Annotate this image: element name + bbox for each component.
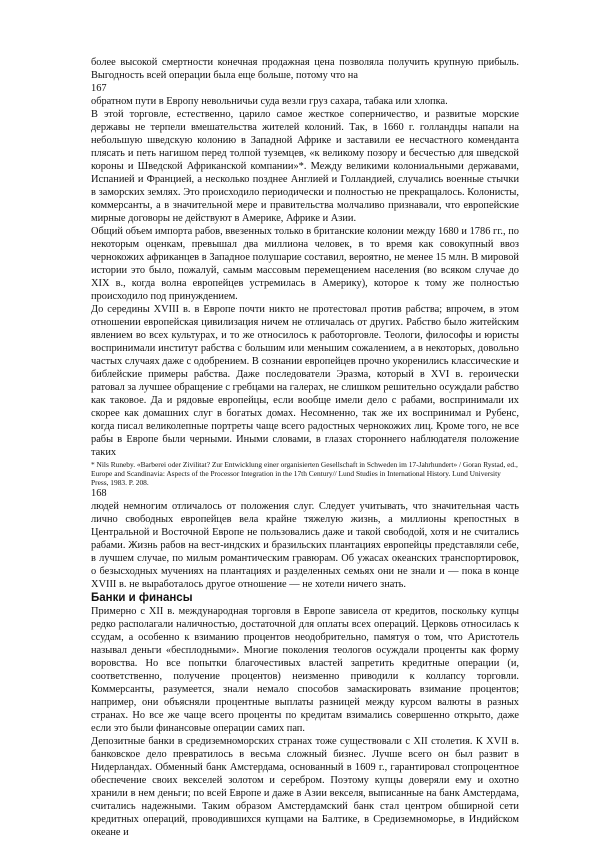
- paragraph: До середины XVIII в. в Европе почти никто не протестовал против рабства; впрочем, в этом отношении европейская цивилизация ничем не отличалась от других. Рабство было житейским явлением во всех культурах, и то же относилось к работорговле. Теологи, философы и юристы воспринимали институт рабства с большим или меньшим сожалением, а в некоторых, довольно частых случаях даже с одобрением. В сознании европейцев прочно укоренились классические и библейские примеры рабства. Даже последователи Эразма, который в XVI в. героически ратовал за лучшее обращение с гребцами на галерах, не слишком решительно осуждали рабство как таковое. Да и рядовые европейцы, если вообще имели дело с рабами, воспринимали их скорее как домашних слуг в богатых домах. Несомненно, так же их воспринимал и Рубенс, когда писал великолепные портреты чаще всего радостных чернокожих лиц. Кроме того, не все рабы в Европе были черными. Иными словами, в глазах стороннего наблюдателя положение таких: [91, 304, 519, 458]
- paragraph: более высокой смертности конечная продажная цена позволяла получить крупную прибыль. Выгодность всей операции была еще больше, потому что на: [91, 57, 519, 81]
- paragraph: Депозитные банки в средиземноморских странах тоже существовали с XII столетия. К XVII в. банковское дело превратилось в весьма сложный бизнес. Лучше всего он был развит в Нидерландах. Обменный банк Амстердама, основанный в 1609 г., гарантировал стопроцентное обеспечение своих векселей золотом и серебром. Поэтому купцы доверяли ему и охотно хранили в нем деньги; по всей Европе и даже в Азии векселя, выписанные на банк Амстердама, считались надежными. Таким образом Амстердамский банк стал центром обширной сети кредитных операций, проводившихся купцами на Балтике, в Средиземноморье, в Индийском океане и: [91, 736, 519, 838]
- paragraph: Примерно с XII в. международная торговля в Европе зависела от кредитов, поскольку купцы редко располагали наличностью, достаточной для оплаты всех операций. Церковь относилась к ссудам, а особенно к взиманию процентов неодобрительно, памятуя о том, что Аристотель называл деньги «бесплодными». Многие поколения теологов осуждали проценты как форму воровства. Но все попытки благочестивых властей запретить кредитные операции (и, соответственно, получение процентов) неизменно приводили к коллапсу торговли. Коммерсанты, разумеется, знали немало способов замаскировать взимание процентов; например, они объясняли процентные выплаты разницей между курсом валюты в разных странах. Но все же чаще всего проценты по кредитам взимались совершенно открыто, даже если это были финансовые операции самих пап.: [91, 606, 519, 734]
- footnote: * Nils Runeby. «Barberei oder Zivilitat? Zur Entwicklung einer organisierten Gesellschaft in Schweden im 17-Jahrhundert» / Goran Rystad, ed., Europe and Scandinavia: Aspects of the Processor Integration in the 17th Century// Lund Studies in International History. Lund University Press, 1983. P. 208.: [91, 460, 518, 487]
- page-number: 167: [91, 83, 107, 94]
- paragraph: обратном пути в Европу невольничьи суда везли груз сахара, табака или хлопка.: [91, 96, 448, 107]
- paragraph: Общий объем импорта рабов, ввезенных только в британские колонии между 1680 и 1786 гг., по некоторым оценкам, превышал два миллиона человек, в то время как совокупный ввоз чернокожих африканцев в Западное полушарие составил, вероятно, не менее 15 млн. В мировой истории это было, пожалуй, самым массовым перемещением населения (во всяком случае до XIX в., когда волна европейцев устремилась в Америку), которое к тому же полностью происходило под принуждением.: [91, 226, 519, 302]
- section-heading: Банки и финансы: [91, 592, 193, 604]
- document-page: [91, 56, 519, 839]
- page-number: 168: [91, 488, 107, 499]
- paragraph: В этой торговле, естественно, царило самое жесткое соперничество, и развитые морские державы не терпели вмешательства жителей колоний. Так, в 1660 г. голландцы напали на небольшую шведскую колонию в Западной Африке и заставили ее несчастного коменданта плясать и петь нагишом перед толпой туземцев, «к великому позору и бесчестью для шведской короны и Шведской Африканской компании»*. Между великими колониальными державами, Испанией и Францией, а несколько позднее Англией и Голландией, случались военные стычки в заморских землях. Это происходило периодически и полностью не прекращалось. Колонисты, коммерсанты, а в значительной мере и правительства молчаливо признавали, что европейские мирные договоры не действуют в Америке, Африке и Азии.: [91, 109, 519, 224]
- paragraph: людей немногим отличалось от положения слуг. Следует учитывать, что значительная часть лично свободных европейцев вела крайне тяжелую жизнь, а миллионы крепостных в Центральной и Восточной Европе не пользовались даже и такой свободой, хотя и не считались рабами. Жизнь рабов на вест-индских и бразильских плантациях европейцы представляли себе, в лучшем случае, по милым романтическим гравюрам. Об ужасах океанских транспортировок, о безысходных мучениях на плантациях и разделенных семьях они не знали и — пока в конце XVIII в. не выработалось другое отношение — не хотели ничего знать.: [91, 501, 519, 590]
